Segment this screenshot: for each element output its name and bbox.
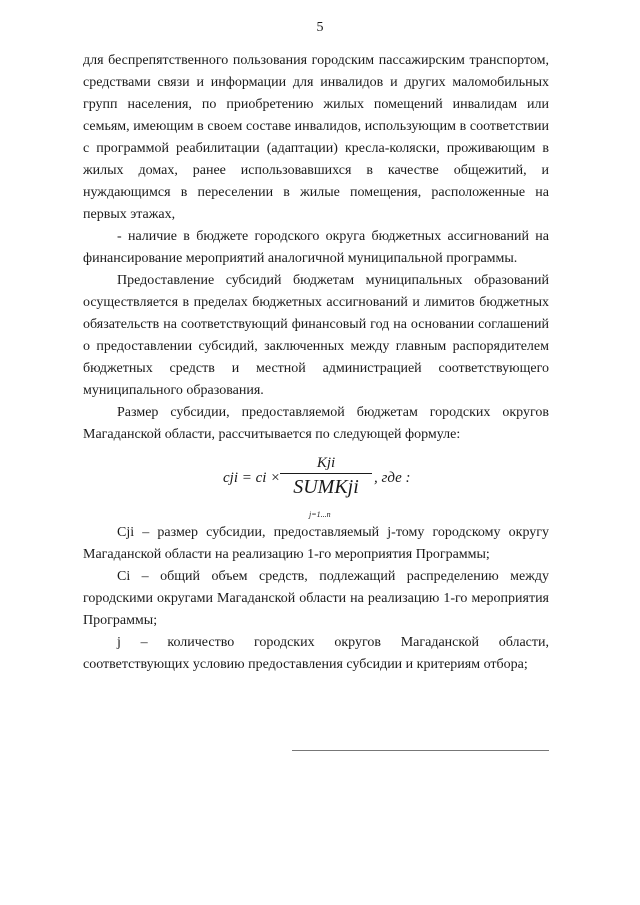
paragraph: Предоставление субсидий бюджетам муниципальных образований осуществляется в пределах бюджетных ассигнований и лимитов бюджетных обязательств на соответствующий финансовый год на основании соглашений о предоставлении субсидий, заключенных между главным распорядителем бюджетных средств и местной администрацией соответствующего муниципального образования. [83, 273, 549, 398]
formula-denominator: SUMKji [293, 476, 359, 498]
paragraph: для беспрепятственного пользования городским пассажирским транспортом, средствами связи и информации для инвалидов и других маломобильных групп населения, по приобретению жилых помещений инвалидам или семьям, имеющим в своем составе инвалидов, использующим в соответствии с программой реабилитации (адаптации) кресла-коляски, проживающим в жилых домах, ранее использовавшихся в качестве общежитий, и нуждающимся в переселении в жилые помещения, расположенные на первых этажах, [83, 53, 549, 222]
formula-subscript: j=1...n [309, 510, 331, 519]
paragraph: - наличие в бюджете городского округа бюджетных ассигнований на финансирование мероприятий аналогичной муниципальной программы. [83, 229, 549, 266]
page-number: 5 [316, 20, 324, 35]
paragraph: Ci – общий объем средств, подлежащий распределению между городскими округами Магаданской области на реализацию 1-го мероприятия Программы; [83, 569, 549, 628]
document-body [83, 50, 549, 676]
paragraph: j – количество городских округов Магаданской области, соответствующих условию предоставления субсидии и критериям отбора; [83, 635, 549, 672]
formula-numerator: Kji [316, 455, 336, 471]
formula-rhs: , где : [374, 470, 411, 486]
subsidy-formula [83, 446, 549, 522]
divider-line [292, 750, 549, 751]
formula-fraction [280, 454, 372, 499]
formula-lhs: cji = ci × [223, 470, 281, 486]
paragraph: Размер субсидии, предоставляемой бюджетам городских округов Магаданской области, рассчитывается по следующей формуле: [83, 405, 549, 442]
paragraph: Cji – размер субсидии, предоставляемый j-тому городскому округу Магаданской области на реализацию 1-го мероприятия Программы; [83, 525, 549, 562]
fraction-bar [280, 473, 372, 474]
